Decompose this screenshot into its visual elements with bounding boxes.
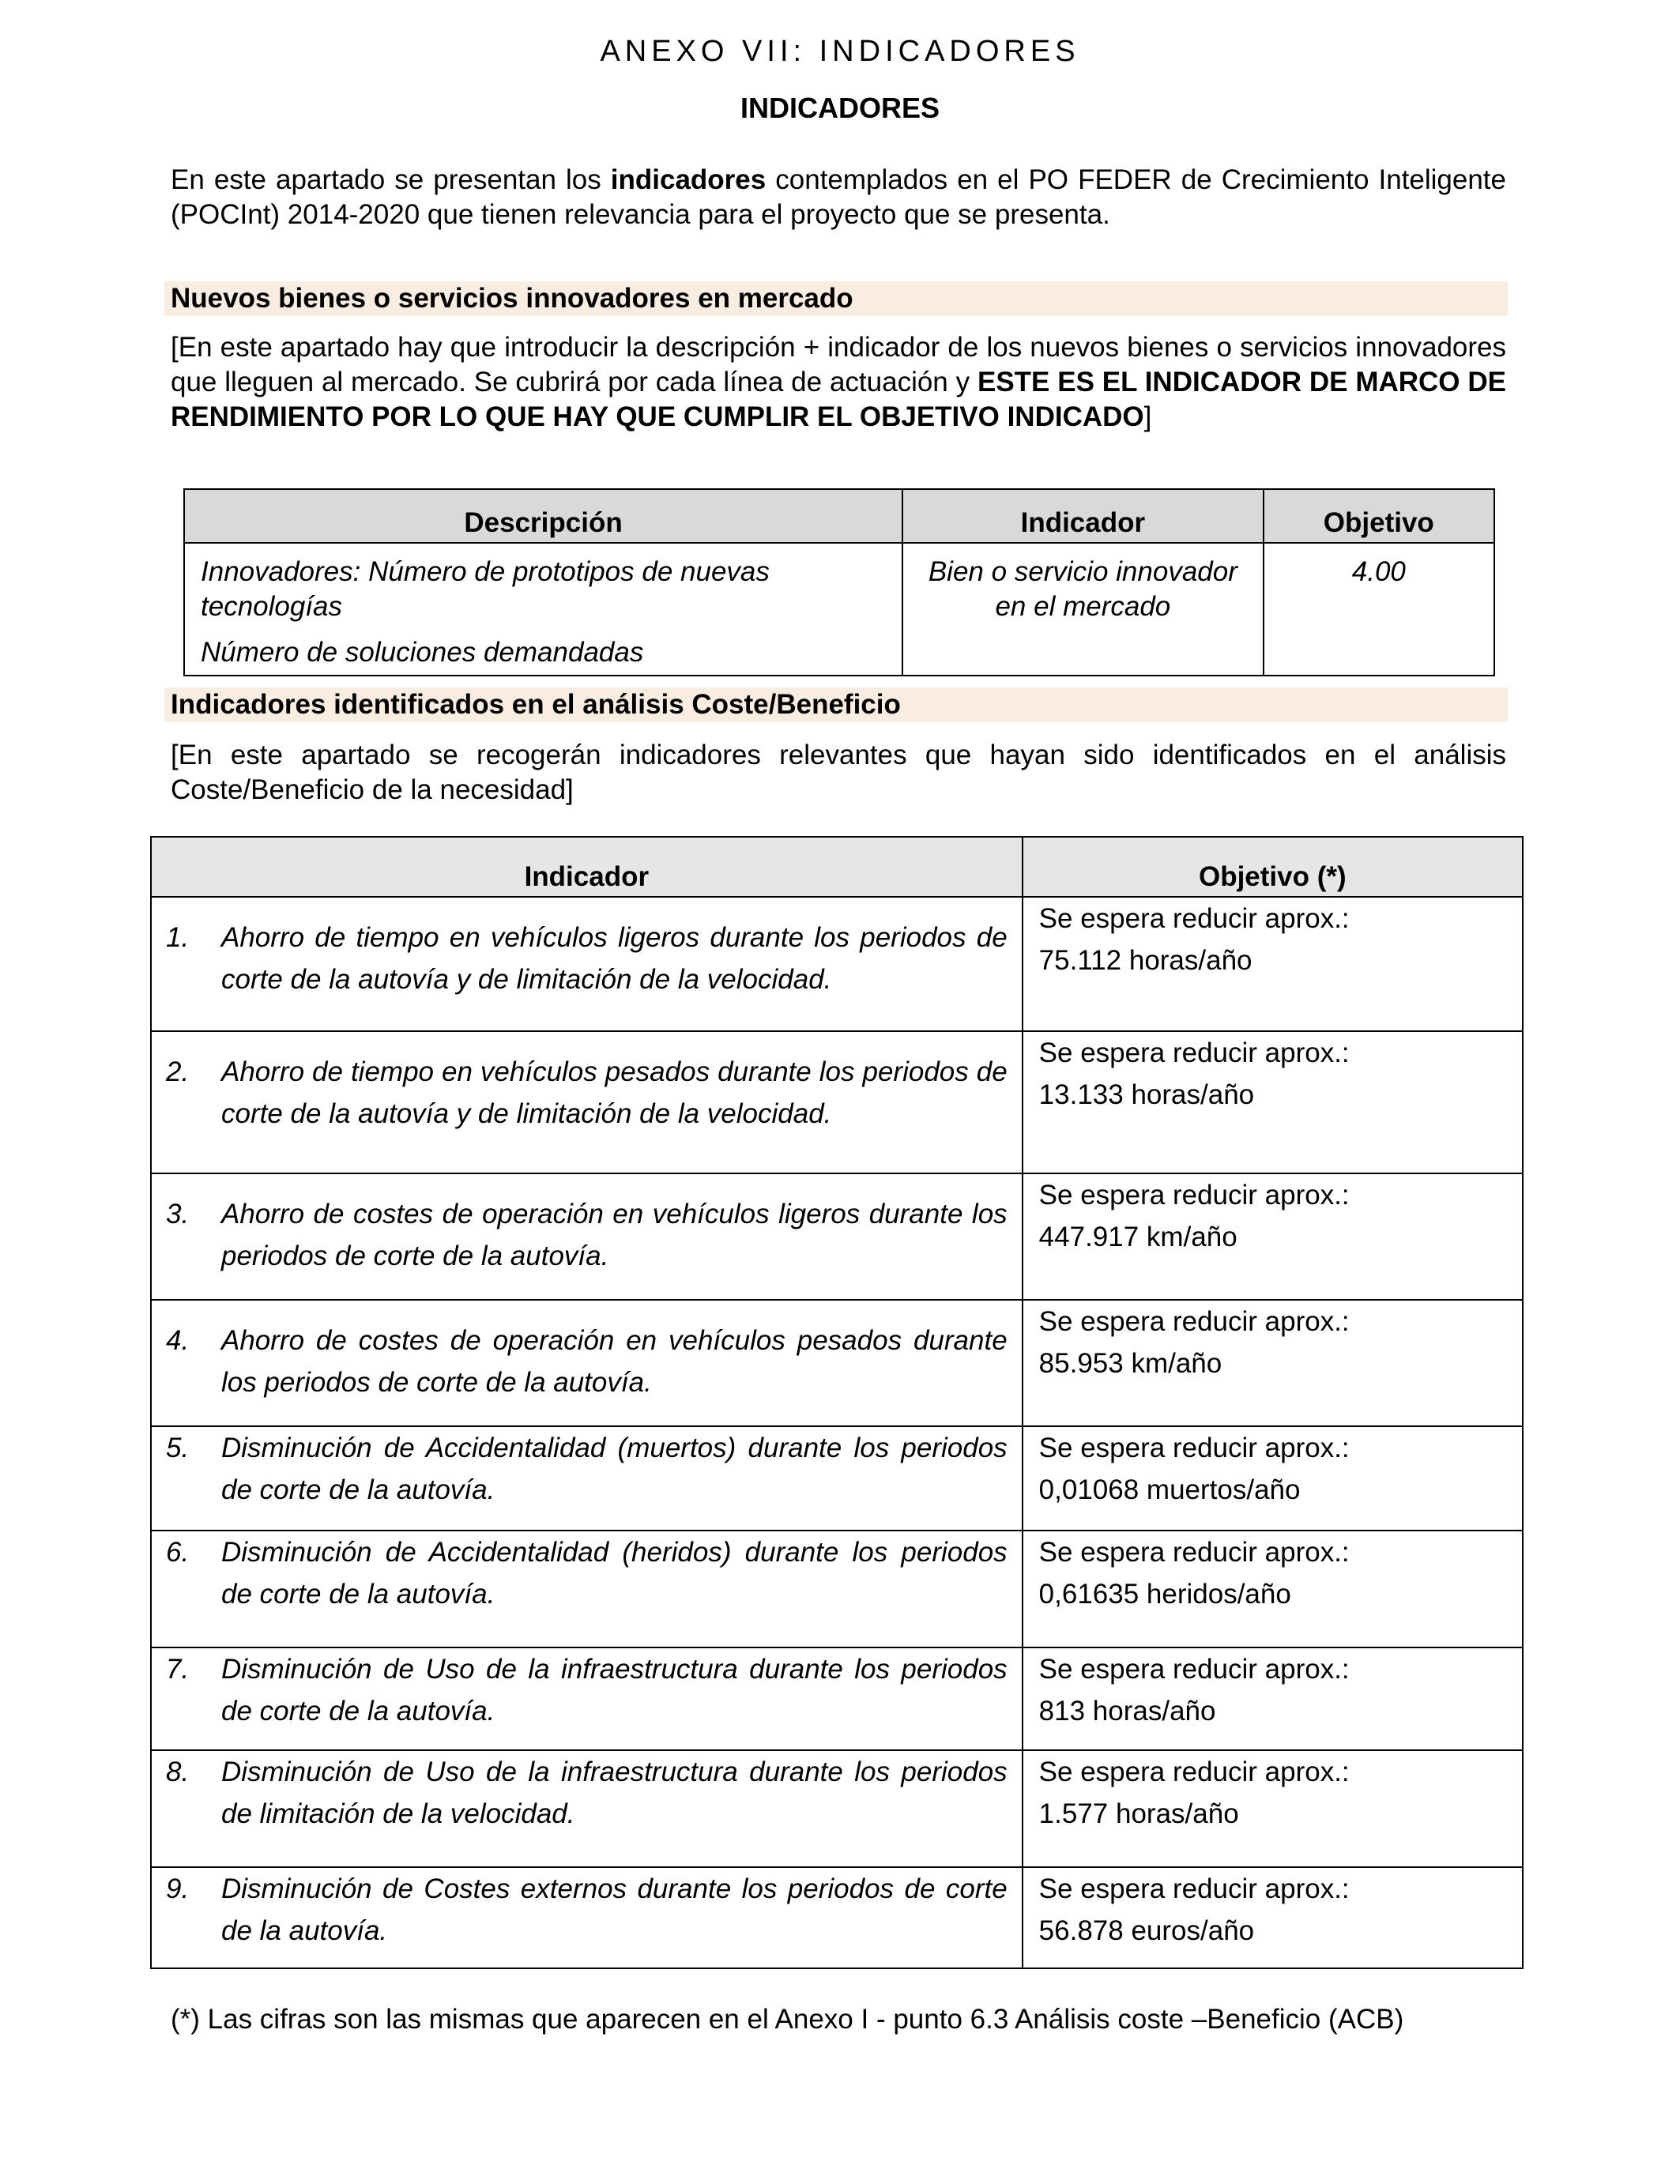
indicator-number: 7. — [166, 1654, 190, 1685]
table-row — [151, 1647, 1523, 1750]
page-title: INDICADORES — [740, 92, 940, 124]
table-row — [184, 543, 1494, 676]
objective-cell — [1023, 1426, 1523, 1531]
section1-text-bold: ESTE ES EL INDICADOR DE MARCO DE RENDIMIENTO POR LO QUE HAY QUE CUMPLIR EL OBJETIVO INDICADO — [171, 367, 1506, 432]
section1-text-2: ] — [1143, 401, 1152, 432]
indicator-item — [166, 1427, 1008, 1511]
indicator-text: Ahorro de tiempo en vehículos ligeros durante los periodos de corte de la autovía y de limitación de la velocidad. — [221, 922, 1008, 995]
indicator-number: 4. — [166, 1325, 190, 1356]
objective-label: Se espera reducir aprox.: — [1038, 1306, 1350, 1337]
indicator-text: Disminución de Costes externos durante los periodos de corte de la autovía. — [221, 1873, 1008, 1946]
indicator-cell — [151, 1867, 1023, 1968]
table-row — [151, 1426, 1523, 1531]
indicator-cell — [151, 1647, 1023, 1750]
cost-benefit-table — [150, 836, 1524, 1969]
intro-text-2: contemplados en el PO FEDER de Crecimiento Inteligente (POCInt) 2014-2020 que tienen relevancia para el proyecto que se presenta. — [171, 164, 1506, 230]
table-row — [151, 897, 1523, 1031]
indicator-cell — [151, 1173, 1023, 1300]
annex-title: ANEXO VII: INDICADORES — [600, 35, 1080, 68]
description-line-1: Innovadores: Número de prototipos de nuevas tecnologías — [201, 556, 770, 622]
intro-text-bold: indicadores — [610, 164, 767, 195]
indicator-cell — [151, 1531, 1023, 1647]
table-header-row — [151, 837, 1523, 897]
indicator-number: 9. — [166, 1873, 190, 1904]
objective-label: Se espera reducir aprox.: — [1038, 1757, 1350, 1787]
objective-value: 75.112 horas/año — [1038, 945, 1252, 976]
header-indicator: Indicador — [902, 489, 1264, 543]
table-header-row — [184, 489, 1494, 543]
indicator-number: 6. — [166, 1537, 190, 1568]
objective-cell — [1023, 1531, 1523, 1647]
header-description: Descripción — [184, 489, 902, 543]
indicator-number: 1. — [166, 922, 190, 953]
indicator-text: Disminución de Uso de la infraestructura durante los periodos de limitación de la velocidad. — [221, 1757, 1008, 1829]
indicator-item — [166, 1320, 1008, 1403]
indicator-cell — [151, 1750, 1023, 1867]
objective-value: 447.917 km/año — [1038, 1222, 1237, 1252]
description-cell — [184, 543, 902, 676]
section-heading-innovative: Nuevos bienes o servicios innovadores en mercado — [164, 281, 1508, 316]
indicator-item — [166, 1193, 1008, 1277]
section-heading-cost-benefit: Indicadores identificados en el análisis Coste/Beneficio — [164, 687, 1508, 722]
objective-value: 1.577 horas/año — [1038, 1798, 1239, 1829]
indicator-text: Ahorro de costes de operación en vehículos ligeros durante los periodos de corte de la autovía. — [221, 1199, 1008, 1271]
indicator-cell — [151, 1031, 1023, 1173]
intro-text-1: En este apartado se presentan los — [171, 164, 611, 195]
table-row — [151, 1173, 1523, 1300]
indicator-item — [166, 1751, 1008, 1835]
intro-paragraph — [171, 163, 1506, 232]
footnote: (*) Las cifras son las mismas que aparecen en el Anexo I - punto 6.3 Análisis coste –Beneficio (ACB) — [171, 2004, 1404, 2035]
objective-value: 813 horas/año — [1038, 1696, 1216, 1726]
header-indicator: Indicador — [151, 837, 1023, 897]
section2-paragraph: [En este apartado se recogerán indicadores relevantes que hayan sido identificados en el análisis Coste/Beneficio de la necesidad] — [171, 740, 1506, 805]
table-row — [151, 1750, 1523, 1867]
objective-label: Se espera reducir aprox.: — [1038, 1654, 1350, 1685]
objective-cell — [1023, 1173, 1523, 1300]
indicator-cell — [151, 1300, 1023, 1426]
objective-label: Se espera reducir aprox.: — [1038, 1037, 1350, 1068]
indicator-text: Disminución de Accidentalidad (muertos) durante los periodos de corte de la autovía. — [221, 1433, 1008, 1505]
objective-value: 0,01068 muertos/año — [1038, 1474, 1301, 1505]
objective-label: Se espera reducir aprox.: — [1038, 903, 1350, 934]
indicator-number: 3. — [166, 1199, 190, 1229]
indicator-item — [166, 1051, 1008, 1135]
objective-cell — [1023, 1750, 1523, 1867]
objective-cell — [1023, 1867, 1523, 1968]
indicator-text: Ahorro de tiempo en vehículos pesados durante los periodos de corte de la autovía y de limitación de la velocidad. — [221, 1056, 1008, 1129]
objective-value: 13.133 horas/año — [1038, 1079, 1255, 1110]
indicator-item — [166, 1648, 1008, 1732]
objective-cell — [1023, 1647, 1523, 1750]
section1-paragraph — [171, 330, 1506, 435]
objective-label: Se espera reducir aprox.: — [1038, 1433, 1350, 1463]
objective-cell — [1023, 1300, 1523, 1426]
objective-cell — [1023, 897, 1523, 1031]
indicator-text: Disminución de Accidentalidad (heridos) durante los periodos de corte de la autovía. — [221, 1537, 1008, 1610]
description-line-2: Número de soluciones demandadas — [201, 637, 644, 668]
indicator-item — [166, 917, 1008, 1000]
indicator-number: 8. — [166, 1757, 190, 1787]
objective-label: Se espera reducir aprox.: — [1038, 1537, 1350, 1568]
header-objective: Objetivo — [1264, 489, 1494, 543]
indicator-item — [166, 1868, 1008, 1952]
objective-cell: 4.00 — [1264, 543, 1494, 676]
objective-label: Se espera reducir aprox.: — [1038, 1180, 1350, 1211]
table-row — [151, 1867, 1523, 1968]
section1-text-1: [En este apartado hay que introducir la descripción + indicador de los nuevos bienes o servicios innovadores que lleguen al mercado. Se cubrirá por cada línea de actuación y — [171, 332, 1506, 397]
objective-value: 56.878 euros/año — [1038, 1915, 1255, 1946]
table-row — [151, 1300, 1523, 1426]
indicator-cell — [151, 897, 1023, 1031]
indicator-item — [166, 1531, 1008, 1615]
objective-value: 0,61635 heridos/año — [1038, 1579, 1291, 1610]
objective-cell — [1023, 1031, 1523, 1173]
indicator-text: Disminución de Uso de la infraestructura durante los periodos de corte de la autovía. — [221, 1654, 1008, 1726]
indicator-number: 2. — [166, 1056, 190, 1087]
objective-label: Se espera reducir aprox.: — [1038, 1873, 1350, 1904]
indicator-number: 5. — [166, 1433, 190, 1463]
indicator-cell: Bien o servicio innovador en el mercado — [902, 543, 1264, 676]
indicator-text: Ahorro de costes de operación en vehículos pesados durante los periodos de corte de la autovía. — [221, 1325, 1008, 1398]
indicator-cell — [151, 1426, 1023, 1531]
innovation-table — [183, 488, 1495, 676]
table-row — [151, 1531, 1523, 1647]
header-objective: Objetivo (*) — [1023, 837, 1523, 897]
objective-value: 85.953 km/año — [1038, 1348, 1222, 1379]
table-row — [151, 1031, 1523, 1173]
